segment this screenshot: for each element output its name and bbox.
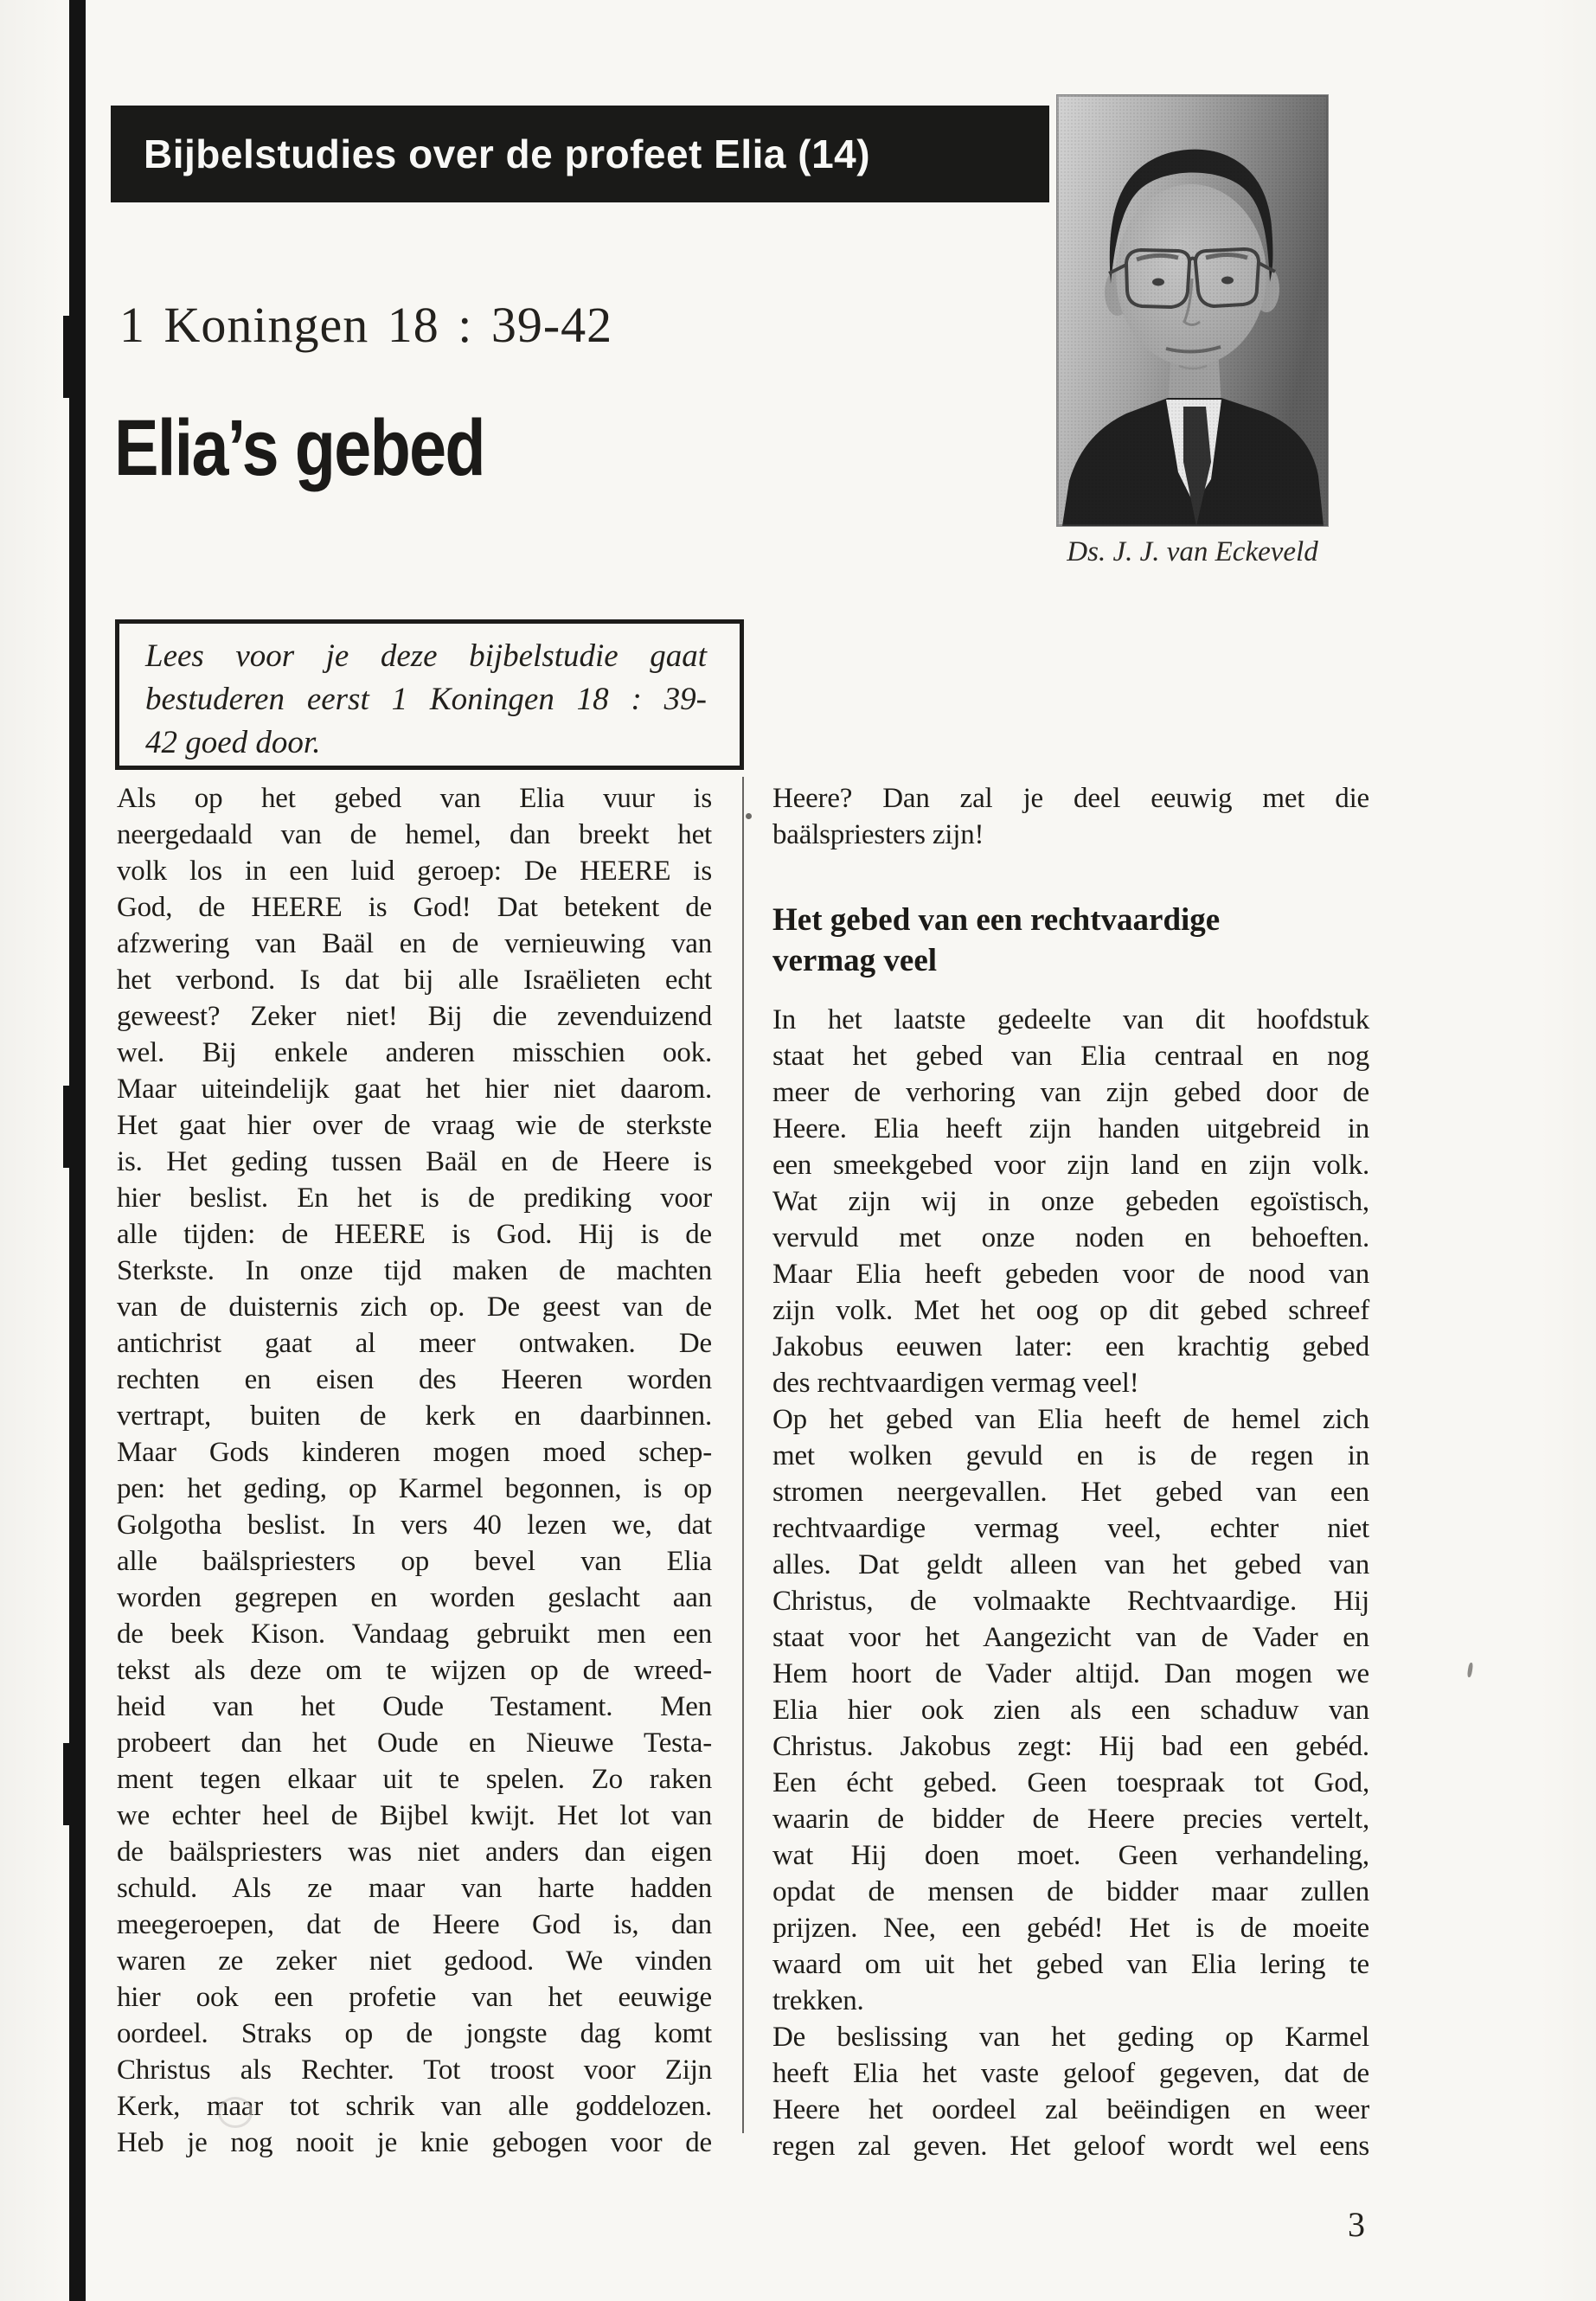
text-line: volk los in een luid geroep: De HEERE is — [117, 856, 712, 887]
text-line: meer de verhoring van zijn gebed door de — [772, 1077, 1369, 1108]
text-line: Maar Elia heeft gebeden voor de nood van — [772, 1259, 1369, 1290]
scan-binding-bump — [63, 316, 70, 398]
text-line: tekst als deze om te wijzen op de wreed- — [117, 1655, 712, 1686]
text-line: Heere het oordeel zal beëindigen en weer — [772, 2094, 1369, 2125]
text-line: Jakobus eeuwen later: een krachtig gebed — [772, 1331, 1369, 1362]
text-line: In het laatste gedeelte van dit hoofdstuk — [772, 1004, 1369, 1035]
text-line: Een écht gebed. Geen toespraak tot God, — [772, 1767, 1369, 1798]
text-line: Heere? Dan zal je deel eeuwig met die — [772, 783, 1369, 814]
text-line: waarin de bidder de Heere precies vertelt, — [772, 1804, 1369, 1835]
text-line: Kerk, maar tot schrik van alle goddelozen. — [117, 2091, 712, 2122]
text-line: vertrapt, buiten de kerk en daarbinnen. — [117, 1400, 712, 1432]
text-line: Christus, de volmaakte Rechtvaardige. Hij — [772, 1586, 1369, 1617]
section-heading-line: vermag veel — [772, 943, 938, 978]
text-line: meegeroepen, dat de Heere God is, dan — [117, 1909, 712, 1940]
text-line: hier ook een profetie van het eeuwige — [117, 1982, 712, 2013]
text-line: bestuderen eerst 1 Koningen 18 : 39- — [145, 682, 707, 717]
text-line: rechten en eisen des Heeren worden — [117, 1364, 712, 1395]
text-line: Lees voor je deze bijbelstudie gaat — [145, 638, 707, 674]
text-line: waard om uit het gebed van Elia lering te — [772, 1949, 1369, 1980]
text-line: wat Hij doen moet. Geen verhandeling, — [772, 1840, 1369, 1871]
scan-dot-artifact — [746, 813, 752, 819]
portrait-photo — [1057, 95, 1328, 526]
series-header-bar — [111, 106, 1049, 202]
text-line: Golgotha beslist. In vers 40 lezen we, dat — [117, 1509, 712, 1541]
article-title: Elia’s gebed — [114, 404, 484, 492]
text-line: staat het gebed van Elia centraal en nog — [772, 1041, 1369, 1072]
text-line: Christus. Jakobus zegt: Hij bad een gebéd. — [772, 1731, 1369, 1762]
intro-box — [115, 619, 744, 770]
right-column-body — [772, 1002, 1369, 2164]
scan-binding-bump — [63, 1743, 70, 1825]
text-line: wel. Bij enkele anderen misschien ook. — [117, 1037, 712, 1068]
text-line: oordeel. Straks op de jongste dag komt — [117, 2018, 712, 2049]
text-line: Heere. Elia heeft zijn handen uitgebreid in — [772, 1113, 1369, 1144]
section-heading — [772, 900, 1369, 981]
text-line: van de duisternis zich op. De geest van de — [117, 1292, 712, 1323]
text-line: staat voor het Aangezicht van de Vader en — [772, 1622, 1369, 1653]
text-line: Elia hier ook zien als een schaduw van — [772, 1695, 1369, 1726]
text-line: de baälspriesters was niet anders dan eigen — [117, 1836, 712, 1868]
text-line: regen zal geven. Het geloof wordt wel eens — [772, 2131, 1369, 2162]
text-line: Christus als Rechter. Tot troost voor Zijn — [117, 2054, 712, 2086]
text-line: opdat de mensen de bidder maar zullen — [772, 1876, 1369, 1907]
text-line: schuld. Als ze maar van harte hadden — [117, 1873, 712, 1904]
scripture-reference: 1 Koningen 18 : 39-42 — [119, 297, 613, 353]
scan-binding-bump — [63, 1086, 70, 1168]
text-line: heid van het Oude Testament. Men — [117, 1691, 712, 1722]
text-line: Maar uiteindelijk gaat het hier niet daarom. — [117, 1074, 712, 1105]
text-line: ment tegen elkaar uit te spelen. Zo raken — [117, 1764, 712, 1795]
photo-caption: Ds. J. J. van Eckeveld — [1067, 536, 1318, 567]
text-line: geweest? Zeker niet! Bij die zevenduizend — [117, 1001, 712, 1032]
text-line: Maar Gods kinderen mogen moed schep- — [117, 1437, 712, 1468]
text-line: baälspriesters zijn! — [772, 819, 984, 850]
section-heading-line: Het gebed van een rechtvaardige — [772, 902, 1221, 938]
text-line: Sterkste. In onze tijd maken de machten — [117, 1255, 712, 1286]
text-line: probeert dan het Oude en Nieuwe Testa- — [117, 1727, 712, 1759]
text-line: neergedaald van de hemel, dan breekt het — [117, 819, 712, 850]
text-line: met wolken gevuld en is de regen in — [772, 1440, 1369, 1471]
text-line: Het gaat hier over de vraag wie de sterkste — [117, 1110, 712, 1141]
right-column-paragraph — [772, 780, 1369, 853]
text-line: we echter heel de Bijbel kwijt. Het lot van — [117, 1800, 712, 1831]
text-line: des rechtvaardigen vermag veel! — [772, 1368, 1139, 1399]
text-line: alle tijden: de HEERE is God. Hij is de — [117, 1219, 712, 1250]
halftone-overlay — [1057, 95, 1328, 526]
text-line: antichrist gaat al meer ontwaken. De — [117, 1328, 712, 1359]
text-line: alles. Dat geldt alleen van het gebed van — [772, 1549, 1369, 1580]
text-line: De beslissing van het geding op Karmel — [772, 2022, 1369, 2053]
column-divider-rule — [742, 777, 744, 2133]
text-line: pen: het geding, op Karmel begonnen, is op — [117, 1473, 712, 1504]
text-line: vervuld met onze noden en behoeften. — [772, 1222, 1369, 1253]
text-line: prijzen. Nee, een gebéd! Het is de moeite — [772, 1913, 1369, 1944]
text-line: de beek Kison. Vandaag gebruikt men een — [117, 1618, 712, 1650]
text-line: Heb je nog nooit je knie gebogen voor de — [117, 2127, 712, 2158]
text-line: rechtvaardige vermag veel, echter niet — [772, 1513, 1369, 1544]
text-line: een smeekgebed voor zijn land en zijn volk. — [772, 1150, 1369, 1181]
text-line: 42 goed door. — [145, 725, 321, 760]
text-line: Op het gebed van Elia heeft de hemel zich — [772, 1404, 1369, 1435]
text-line: Hem hoort de Vader altijd. Dan mogen we — [772, 1658, 1369, 1689]
series-title: Bijbelstudies over de profeet Elia (14) — [144, 131, 871, 176]
text-line: is. Het geding tussen Baäl en de Heere is — [117, 1146, 712, 1177]
text-line: worden gegrepen en worden geslacht aan — [117, 1582, 712, 1613]
scan-edge-artifact — [1467, 1663, 1474, 1678]
text-line: heeft Elia het vaste geloof gegeven, dat de — [772, 2058, 1369, 2089]
text-line: zijn volk. Met het oog op dit gebed schreef — [772, 1295, 1369, 1326]
scan-smudge-artifact — [218, 2097, 253, 2128]
page-number: 3 — [1348, 2205, 1365, 2244]
left-column — [117, 780, 712, 2161]
text-line: God, de HEERE is God! Dat betekent de — [117, 892, 712, 923]
text-line: het verbond. Is dat bij alle Israëlieten echt — [117, 965, 712, 996]
text-line: trekken. — [772, 1985, 864, 2016]
text-line: Wat zijn wij in onze gebeden egoïstisch, — [772, 1186, 1369, 1217]
scan-binding-bar — [69, 0, 86, 2301]
text-line: hier beslist. En het is de prediking voor — [117, 1183, 712, 1214]
text-line: stromen neergevallen. Het gebed van een — [772, 1477, 1369, 1508]
text-line: afzwering van Baäl en de vernieuwing van — [117, 928, 712, 959]
text-line: waren ze zeker niet gedood. We vinden — [117, 1945, 712, 1977]
text-line: alle baälspriesters op bevel van Elia — [117, 1546, 712, 1577]
text-line: Als op het gebed van Elia vuur is — [117, 783, 712, 814]
